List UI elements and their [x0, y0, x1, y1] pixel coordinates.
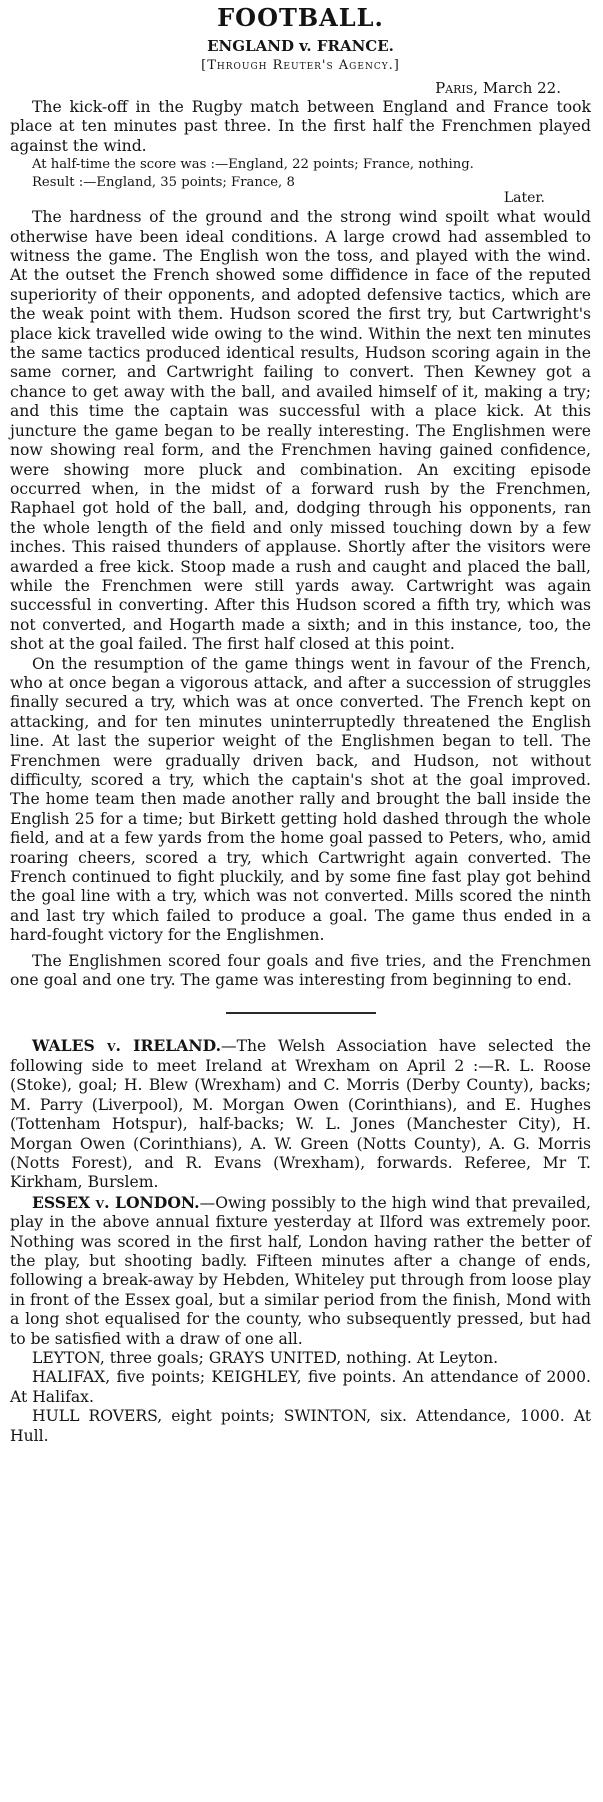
result-line: LEYTON, three goals; GRAYS UNITED, nothing. At Leyton.	[32, 1348, 499, 1367]
agency-credit: [Through Reuter's Agency.]	[201, 58, 400, 73]
result-line: HULL ROVERS, eight points; SWINTON, six. Attendance, 1000. At Hull.	[10, 1407, 591, 1445]
essex-london-heading: ESSEX v. LONDON.	[32, 1192, 200, 1212]
dateline-place: Paris,	[435, 79, 479, 97]
wales-ireland-text: —The Welsh Association have selected the following side to meet Ireland at Wrexham on April 2 :—R. L. Roose (Stoke), goal; H. Blew (Wrexham) and C. Morris (Derby County), backs; M. Parry (Liverpool), M. Morgan Owen (Corinthians), and E. Hughes (Tottenham Hotspur), half-backs; W. L. Jones (Manchester City), H. Morgan Owen (Corinthians), A. W. Green (Notts County), A. G. Morris (Notts Forest), and R. Evans (Wrexham), forwards. Referee, Mr T. Kirkham, Burslem.	[10, 1037, 591, 1192]
match-title: ENGLAND v. FRANCE.	[207, 37, 394, 55]
essex-london-text: —Owing possibly to the high wind that prevailed, play in the above annual fixture yesterday at Ilford was extremely poor. Nothing was scored in the first half, London having rather the better of the play, but shooting badly. Fifteen minutes after a change of ends, following a break-away by Hebden, Whiteley put through from loose play in front of the Essex goal, but a similar period from the finish, Mond with a long shot equalised for the county, who subsequently pressed, but had to be satisfied with a draw of one all.	[10, 1193, 591, 1348]
wales-ireland-heading: WALES v. IRELAND.	[32, 1036, 221, 1056]
essex-london-item	[10, 1193, 591, 1349]
later-label: Later.	[503, 190, 545, 207]
wales-ireland-item	[10, 1036, 591, 1192]
halftime-score: At half-time the score was :—England, 22 points; France, nothing.	[32, 157, 474, 173]
result-line: HALIFAX, five points; KEIGHLEY, five points. An attendance of 2000. At Halifax.	[10, 1368, 591, 1406]
final-result: Result :—England, 35 points; France, 8	[32, 175, 295, 191]
section-headline: FOOTBALL.	[217, 3, 384, 32]
intro-paragraph: The kick-off in the Rugby match between England and France took place at ten minutes past three. In the first half the Frenchmen played against the wind.	[10, 98, 591, 155]
section-divider	[226, 1012, 376, 1014]
dateline	[10, 78, 561, 98]
dateline-date: March 22.	[482, 79, 561, 97]
report-summary: The Englishmen scored four goals and five tries, and the Frenchmen one goal and one try. The game was interesting from beginning to end.	[10, 951, 591, 990]
report-paragraph: On the resumption of the game things went in favour of the French, who at once began a vigorous attack, and after a succession of struggles finally secured a try, which was at once converted. The French kept on attacking, and for ten minutes uninterruptedly threatened the English line. At last the superior weight of the Englishmen began to tell. The Frenchmen were gradually driven back, and Hudson, not without difficulty, scored a try, which the captain's shot at the goal improved. The home team then made another rally and brought the ball inside the English 25 for a time; but Birkett getting hold dashed through the whole field, and at a few yards from the home goal passed to Peters, who, amid roaring cheers, scored a try, which Cartwright again converted. The French continued to fight pluckily, and by some fine fast play got behind the goal line with a try, which was not converted. Mills scored the ninth and last try which failed to produce a goal. The game thus ended in a hard-fought victory for the Englishmen.	[10, 654, 591, 945]
report-paragraph: The hardness of the ground and the strong wind spoilt what would otherwise have been ideal conditions. A large crowd had assembled to witness the game. The English won the toss, and played with the wind. At the outset the French showed some diffidence in face of the reputed superiority of their opponents, and adopted defensive tactics, which are the weak point with them. Hudson scored the first try, but Cartwright's place kick travelled wide owing to the wind. Within the next ten minutes the same tactics produced identical results, Hudson scoring again in the same corner, and Cartwright failing to convert. Then Kewney got a chance to get away with the ball, and availed himself of it, making a try; and this time the captain was successful with a place kick. At this juncture the game began to be really interesting. The Englishmen were now showing real form, and the Frenchmen having gained confidence, were showing more pluck and combination. An exciting episode occurred when, in the midst of a forward rush by the Frenchmen, Raphael got hold of the ball, and, dodging through his opponents, ran the whole length of the field and only missed touching down by a few inches. This raised thunders of applause. Shortly after the visitors were awarded a free kick. Stoop made a rush and caught and placed the ball, while the Frenchmen were still yards away. Cartwright was again successful in converting. After this Hudson scored a fifth try, which was not converted, and Hogarth made a sixth; and in this instance, too, the shot at the goal failed. The first half closed at this point.	[10, 208, 591, 654]
